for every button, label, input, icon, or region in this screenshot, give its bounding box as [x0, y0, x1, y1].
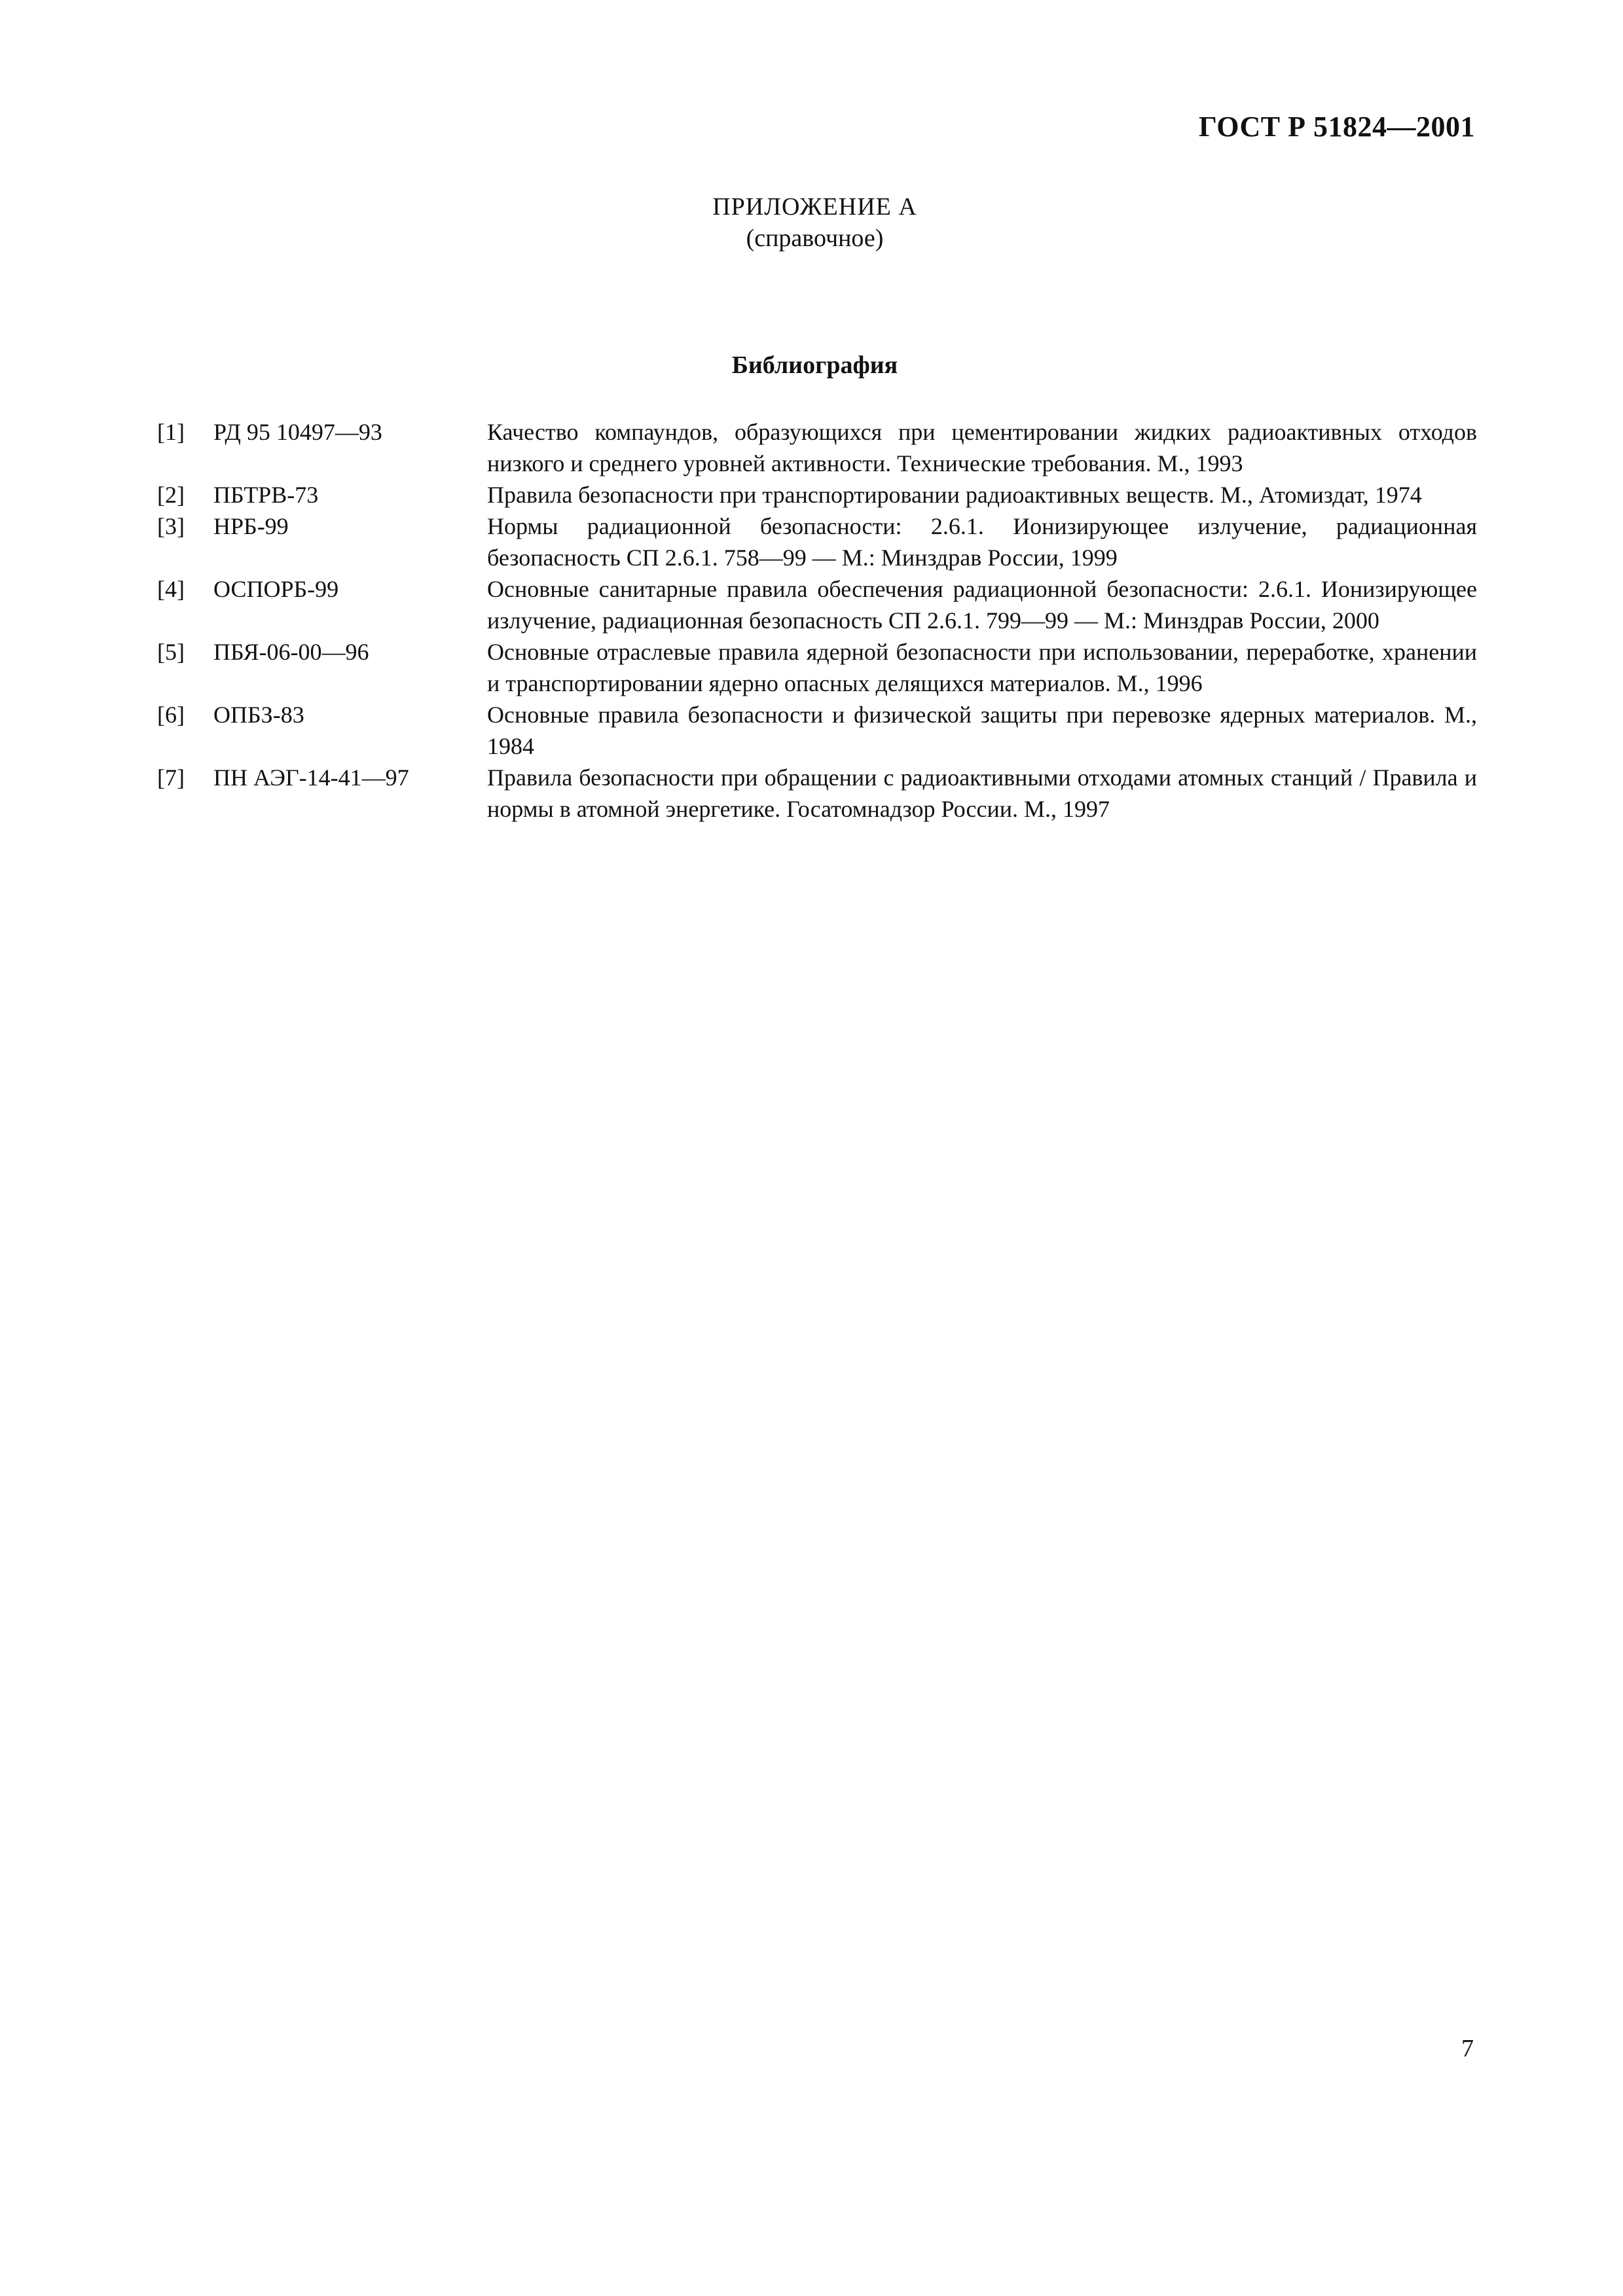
- appendix-header: [0, 191, 1623, 254]
- entry-description: Правила безопасности при транспортировании радиоактивных веществ. М., Атомиздат, 1974: [487, 482, 1422, 508]
- page-number: 7: [1461, 2035, 1474, 2062]
- bibliography-entry: [157, 699, 1477, 762]
- entry-reference-code: ОПБЗ-83: [213, 702, 304, 728]
- entry-number: [2]: [157, 482, 185, 508]
- entry-reference-code: ПН АЭГ-14-41—97: [213, 764, 409, 791]
- entry-reference-code: ПБЯ-06-00—96: [213, 639, 369, 665]
- entry-number: [3]: [157, 513, 185, 539]
- entry-description: Правила безопасности при обращении с радиоактивными отходами атомных станций / Правила и нормы в атомной энергетике. Госатомнадзор России. М., 1997: [487, 764, 1477, 822]
- entry-reference-code: РД 95 10497—93: [213, 419, 382, 445]
- entry-number: [6]: [157, 702, 185, 728]
- entry-number: [7]: [157, 764, 185, 791]
- entry-description: Нормы радиационной безопасности: 2.6.1. Ионизирующее излучение, радиационная безопасность СП 2.6.1. 758—99 — М.: Минздрав России, 1999: [487, 513, 1477, 571]
- entry-number: [1]: [157, 419, 185, 445]
- bibliography-entry: [157, 573, 1477, 636]
- bibliography-entry: [157, 762, 1477, 825]
- entry-description: Основные правила безопасности и физической защиты при перевозке ядерных материалов. М., 1984: [487, 702, 1477, 759]
- entry-reference-code: ОСПОРБ-99: [213, 576, 339, 602]
- document-code: ГОСТ Р 51824—2001: [1198, 111, 1475, 143]
- entry-reference-code: НРБ-99: [213, 513, 289, 539]
- appendix-title: ПРИЛОЖЕНИЕ А: [712, 193, 917, 221]
- bibliography-entry: [157, 416, 1477, 479]
- entry-description: Основные отраслевые правила ядерной безопасности при использовании, переработке, хранении и транспортировании ядерно опасных делящихся материалов. М., 1996: [487, 639, 1477, 696]
- bibliography-entry: [157, 636, 1477, 699]
- entry-description: Основные санитарные правила обеспечения радиационной безопасности: 2.6.1. Ионизирующее излучение, радиационная безопасность СП 2.6.1. 799—99 — М.: Минздрав России, 2000: [487, 576, 1477, 634]
- entry-number: [4]: [157, 576, 185, 602]
- bibliography-entry: [157, 479, 1477, 511]
- bibliography-list: [157, 416, 1477, 825]
- bibliography-entry: [157, 511, 1477, 573]
- entry-reference-code: ПБТРВ-73: [213, 482, 319, 508]
- bibliography-heading: Библиография: [731, 351, 898, 379]
- entry-number: [5]: [157, 639, 185, 665]
- appendix-kind: (справочное): [746, 224, 884, 252]
- entry-description: Качество компаундов, образующихся при цементировании жидких радиоактивных отходов низкого и среднего уровней активности. Технические требования. М., 1993: [487, 419, 1477, 476]
